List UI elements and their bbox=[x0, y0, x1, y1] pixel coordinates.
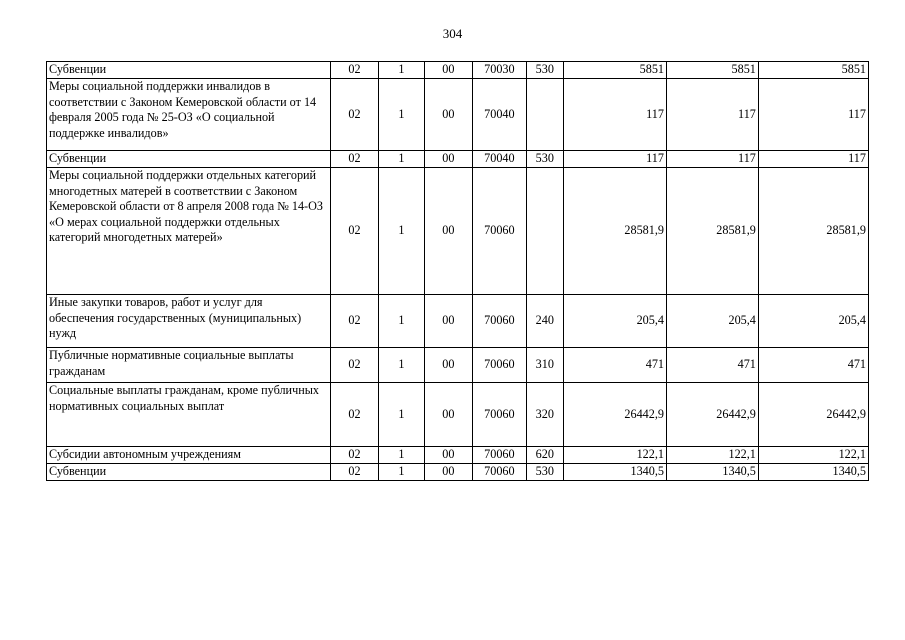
row-expense-type: 530 bbox=[526, 62, 563, 79]
row-subsection: 1 bbox=[379, 348, 424, 383]
table-row bbox=[47, 383, 869, 447]
row-name: Субвенции bbox=[47, 151, 331, 168]
table-row bbox=[47, 464, 869, 481]
row-subsection: 1 bbox=[379, 79, 424, 151]
row-amount-2: 1340,5 bbox=[667, 464, 759, 481]
row-target-code: 70040 bbox=[473, 151, 527, 168]
row-program: 00 bbox=[424, 447, 472, 464]
row-program: 00 bbox=[424, 79, 472, 151]
row-amount-1: 117 bbox=[564, 79, 667, 151]
row-expense-type: 530 bbox=[526, 151, 563, 168]
row-amount-1: 26442,9 bbox=[564, 383, 667, 447]
row-section: 02 bbox=[330, 168, 378, 295]
row-target-code: 70060 bbox=[473, 295, 527, 348]
row-section: 02 bbox=[330, 151, 378, 168]
row-amount-2: 28581,9 bbox=[667, 168, 759, 295]
row-expense-type: 310 bbox=[526, 348, 563, 383]
row-amount-3: 1340,5 bbox=[758, 464, 868, 481]
row-subsection: 1 bbox=[379, 447, 424, 464]
row-amount-2: 117 bbox=[667, 151, 759, 168]
row-name: Субвенции bbox=[47, 464, 331, 481]
row-section: 02 bbox=[330, 447, 378, 464]
table-row bbox=[47, 168, 869, 295]
row-amount-3: 26442,9 bbox=[758, 383, 868, 447]
row-section: 02 bbox=[330, 62, 378, 79]
row-target-code: 70060 bbox=[473, 168, 527, 295]
row-name: Иные закупки товаров, работ и услуг для обеспечения государственных (муниципальных) нужд bbox=[47, 295, 331, 348]
row-amount-3: 117 bbox=[758, 151, 868, 168]
row-name: Социальные выплаты гражданам, кроме публичных нормативных социальных выплат bbox=[47, 383, 331, 447]
row-amount-1: 28581,9 bbox=[564, 168, 667, 295]
row-section: 02 bbox=[330, 383, 378, 447]
row-subsection: 1 bbox=[379, 295, 424, 348]
row-program: 00 bbox=[424, 151, 472, 168]
row-target-code: 70030 bbox=[473, 62, 527, 79]
page-number: 304 bbox=[442, 26, 463, 41]
row-target-code: 70060 bbox=[473, 447, 527, 464]
row-expense-type: 240 bbox=[526, 295, 563, 348]
row-name: Субсидии автономным учреждениям bbox=[47, 447, 331, 464]
budget-table bbox=[46, 61, 869, 481]
row-target-code: 70040 bbox=[473, 79, 527, 151]
row-amount-3: 471 bbox=[758, 348, 868, 383]
table-row bbox=[47, 348, 869, 383]
row-amount-2: 26442,9 bbox=[667, 383, 759, 447]
row-target-code: 70060 bbox=[473, 348, 527, 383]
row-expense-type: 320 bbox=[526, 383, 563, 447]
row-amount-1: 5851 bbox=[564, 62, 667, 79]
table-row bbox=[47, 151, 869, 168]
row-program: 00 bbox=[424, 295, 472, 348]
row-program: 00 bbox=[424, 168, 472, 295]
row-amount-1: 1340,5 bbox=[564, 464, 667, 481]
row-expense-type: 620 bbox=[526, 447, 563, 464]
row-section: 02 bbox=[330, 295, 378, 348]
row-subsection: 1 bbox=[379, 383, 424, 447]
row-program: 00 bbox=[424, 383, 472, 447]
row-amount-3: 117 bbox=[758, 79, 868, 151]
row-amount-1: 471 bbox=[564, 348, 667, 383]
row-section: 02 bbox=[330, 464, 378, 481]
row-program: 00 bbox=[424, 62, 472, 79]
row-expense-type bbox=[526, 79, 563, 151]
row-expense-type: 530 bbox=[526, 464, 563, 481]
row-amount-1: 122,1 bbox=[564, 447, 667, 464]
row-subsection: 1 bbox=[379, 62, 424, 79]
row-subsection: 1 bbox=[379, 464, 424, 481]
row-amount-1: 205,4 bbox=[564, 295, 667, 348]
row-program: 00 bbox=[424, 348, 472, 383]
row-amount-2: 5851 bbox=[667, 62, 759, 79]
table-row bbox=[47, 295, 869, 348]
row-subsection: 1 bbox=[379, 168, 424, 295]
row-name: Субвенции bbox=[47, 62, 331, 79]
row-amount-3: 122,1 bbox=[758, 447, 868, 464]
row-amount-3: 28581,9 bbox=[758, 168, 868, 295]
table-row bbox=[47, 79, 869, 151]
row-target-code: 70060 bbox=[473, 464, 527, 481]
row-amount-2: 205,4 bbox=[667, 295, 759, 348]
row-subsection: 1 bbox=[379, 151, 424, 168]
row-amount-3: 205,4 bbox=[758, 295, 868, 348]
row-program: 00 bbox=[424, 464, 472, 481]
row-amount-1: 117 bbox=[564, 151, 667, 168]
row-section: 02 bbox=[330, 348, 378, 383]
row-section: 02 bbox=[330, 79, 378, 151]
row-amount-2: 471 bbox=[667, 348, 759, 383]
row-expense-type bbox=[526, 168, 563, 295]
row-amount-2: 117 bbox=[667, 79, 759, 151]
table-row bbox=[47, 447, 869, 464]
row-amount-2: 122,1 bbox=[667, 447, 759, 464]
row-target-code: 70060 bbox=[473, 383, 527, 447]
row-name: Публичные нормативные социальные выплаты гражданам bbox=[47, 348, 331, 383]
table-row bbox=[47, 62, 869, 79]
row-amount-3: 5851 bbox=[758, 62, 868, 79]
row-name: Меры социальной поддержки инвалидов в соответствии с Законом Кемеровской области от 14 февраля 2005 года № 25-ОЗ «О социальной поддержке инвалидов» bbox=[47, 79, 331, 151]
row-name: Меры социальной поддержки отдельных категорий многодетных матерей в соответствии с Законом Кемеровской области от 8 апреля 2008 года № 14-ОЗ «О мерах социальной поддержки отдельных категорий многодетных матерей» bbox=[47, 168, 331, 295]
